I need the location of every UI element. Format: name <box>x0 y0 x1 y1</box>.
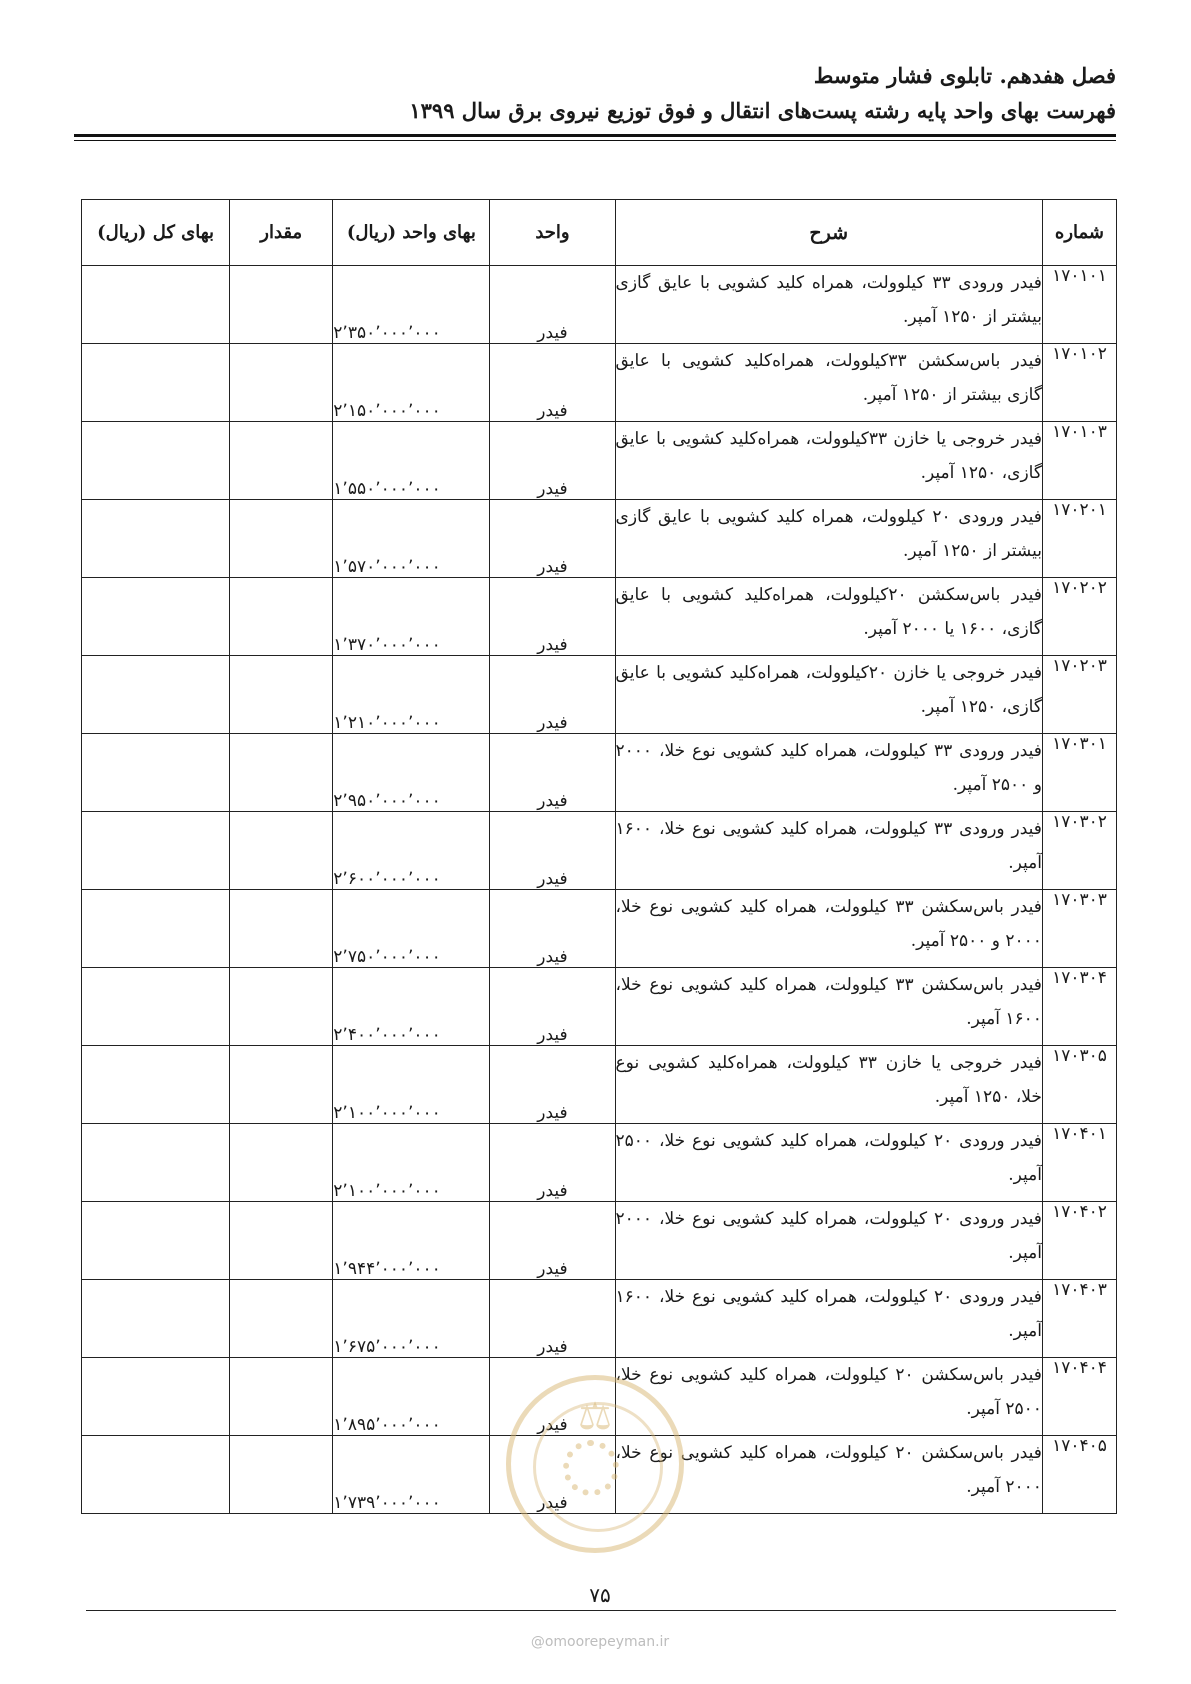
item-quantity <box>230 422 333 500</box>
footer-rule <box>86 1610 1116 1611</box>
table-row <box>82 968 1117 1046</box>
item-description: فیدر ورودی ۲۰ کیلوولت، همراه کلید کشویی نوع خلا، ۲۵۰۰ آمپر. <box>615 1124 1042 1202</box>
item-unit-price: ۲٬۷۵۰٬۰۰۰٬۰۰۰ <box>333 890 490 968</box>
item-code: ۱۷۰۳۰۵ <box>1042 1046 1116 1124</box>
item-code: ۱۷۰۳۰۴ <box>1042 968 1116 1046</box>
item-unit-price: ۱٬۸۹۵٬۰۰۰٬۰۰۰ <box>333 1358 490 1436</box>
item-quantity <box>230 734 333 812</box>
header-quantity: مقدار <box>230 200 333 266</box>
table-row <box>82 1280 1117 1358</box>
item-description: فیدر باس‌سکشن ۳۳ کیلوولت، همراه کلید کشویی نوع خلا، ۲۰۰۰ و ۲۵۰۰ آمپر. <box>615 890 1042 968</box>
item-unit-price: ۱٬۶۷۵٬۰۰۰٬۰۰۰ <box>333 1280 490 1358</box>
item-description: فیدر باس‌سکشن ۲۰ کیلوولت، همراه کلید کشویی نوع خلا، ۲۰۰۰ آمپر. <box>615 1436 1042 1514</box>
item-unit: فیدر <box>490 422 615 500</box>
item-code: ۱۷۰۱۰۳ <box>1042 422 1116 500</box>
item-total-price <box>82 890 230 968</box>
item-description: فیدر ورودی ۲۰ کیلوولت، همراه کلید کشویی نوع خلا، ۲۰۰۰ آمپر. <box>615 1202 1042 1280</box>
item-unit: فیدر <box>490 344 615 422</box>
item-unit-price: ۱٬۳۷۰٬۰۰۰٬۰۰۰ <box>333 578 490 656</box>
item-unit: فیدر <box>490 500 615 578</box>
item-quantity <box>230 656 333 734</box>
item-code: ۱۷۰۱۰۱ <box>1042 266 1116 344</box>
item-unit-price: ۲٬۹۵۰٬۰۰۰٬۰۰۰ <box>333 734 490 812</box>
item-quantity <box>230 344 333 422</box>
item-quantity <box>230 812 333 890</box>
item-quantity <box>230 500 333 578</box>
item-total-price <box>82 1358 230 1436</box>
watermark-seal <box>506 1375 684 1553</box>
item-quantity <box>230 1046 333 1124</box>
item-total-price <box>82 500 230 578</box>
item-quantity <box>230 1358 333 1436</box>
item-total-price <box>82 1436 230 1514</box>
item-unit: فیدر <box>490 1046 615 1124</box>
item-unit: فیدر <box>490 1358 615 1436</box>
item-total-price <box>82 1046 230 1124</box>
item-description: فیدر خروجی یا خازن ۲۰کیلوولت، همراه‌کلید کشویی با عایق گازی، ۱۲۵۰ آمپر. <box>615 656 1042 734</box>
item-unit-price: ۱٬۵۵۰٬۰۰۰٬۰۰۰ <box>333 422 490 500</box>
table-row <box>82 1124 1117 1202</box>
item-unit: فیدر <box>490 578 615 656</box>
chapter-title: فصل هفدهم. تابلوی فشار متوسط <box>813 63 1116 88</box>
item-unit: فیدر <box>490 812 615 890</box>
item-description: فیدر ورودی ۲۰ کیلوولت، همراه کلید کشویی نوع خلا، ۱۶۰۰ آمپر. <box>615 1280 1042 1358</box>
item-unit-price: ۲٬۶۰۰٬۰۰۰٬۰۰۰ <box>333 812 490 890</box>
item-total-price <box>82 1124 230 1202</box>
item-code: ۱۷۰۳۰۱ <box>1042 734 1116 812</box>
item-unit-price: ۲٬۱۰۰٬۰۰۰٬۰۰۰ <box>333 1046 490 1124</box>
item-code: ۱۷۰۲۰۲ <box>1042 578 1116 656</box>
table-header-row <box>82 200 1117 266</box>
item-total-price <box>82 734 230 812</box>
item-unit: فیدر <box>490 656 615 734</box>
item-unit: فیدر <box>490 1124 615 1202</box>
table-row <box>82 812 1117 890</box>
item-unit-price: ۱٬۷۳۹٬۰۰۰٬۰۰۰ <box>333 1436 490 1514</box>
item-quantity <box>230 1436 333 1514</box>
table-row <box>82 422 1117 500</box>
item-unit-price: ۱٬۲۱۰٬۰۰۰٬۰۰۰ <box>333 656 490 734</box>
item-description: فیدر باس‌سکشن ۳۳کیلوولت، همراه‌کلید کشویی با عایق گازی بیشتر از ۱۲۵۰ آمپر. <box>615 344 1042 422</box>
item-total-price <box>82 1280 230 1358</box>
table-row <box>82 890 1117 968</box>
item-description: فیدر ورودی ۲۰ کیلوولت، همراه کلید کشویی با عایق گازی بیشتر از ۱۲۵۰ آمپر. <box>615 500 1042 578</box>
item-code: ۱۷۰۳۰۲ <box>1042 812 1116 890</box>
table-body <box>82 266 1117 1514</box>
item-unit-price: ۲٬۱۰۰٬۰۰۰٬۰۰۰ <box>333 1124 490 1202</box>
item-description: فیدر باس‌سکشن ۳۳ کیلوولت، همراه کلید کشویی نوع خلا، ۱۶۰۰ آمپر. <box>615 968 1042 1046</box>
item-description: فیدر ورودی ۳۳ کیلوولت، همراه کلید کشویی نوع خلا، ۱۶۰۰ آمپر. <box>615 812 1042 890</box>
item-quantity <box>230 578 333 656</box>
page-number: ۷۵ <box>589 1583 611 1607</box>
item-unit: فیدر <box>490 266 615 344</box>
item-unit: فیدر <box>490 968 615 1046</box>
item-total-price <box>82 812 230 890</box>
seal-logo-icon: ⚖ <box>577 1394 613 1438</box>
table-row <box>82 1046 1117 1124</box>
item-code: ۱۷۰۲۰۱ <box>1042 500 1116 578</box>
item-total-price <box>82 422 230 500</box>
item-description: فیدر باس‌سکشن ۲۰کیلوولت، همراه‌کلید کشویی با عایق گازی، ۱۶۰۰ یا ۲۰۰۰ آمپر. <box>615 578 1042 656</box>
header-description: شرح <box>615 200 1042 266</box>
item-total-price <box>82 578 230 656</box>
item-quantity <box>230 1202 333 1280</box>
item-total-price <box>82 1202 230 1280</box>
header-rule-thin <box>74 140 1116 141</box>
item-code: ۱۷۰۳۰۳ <box>1042 890 1116 968</box>
table-row <box>82 344 1117 422</box>
table-row <box>82 734 1117 812</box>
item-total-price <box>82 968 230 1046</box>
item-description: فیدر ورودی ۳۳ کیلوولت، همراه کلید کشویی نوع خلا، ۲۰۰۰ و ۲۵۰۰ آمپر. <box>615 734 1042 812</box>
item-code: ۱۷۰۴۰۳ <box>1042 1280 1116 1358</box>
price-table <box>81 199 1117 1514</box>
item-code: ۱۷۰۲۰۳ <box>1042 656 1116 734</box>
table-row <box>82 500 1117 578</box>
item-unit: فیدر <box>490 1280 615 1358</box>
item-unit: فیدر <box>490 1202 615 1280</box>
item-unit: فیدر <box>490 734 615 812</box>
item-description: فیدر خروجی یا خازن ۳۳کیلوولت، همراه‌کلید کشویی با عایق گازی، ۱۲۵۰ آمپر. <box>615 422 1042 500</box>
item-total-price <box>82 344 230 422</box>
item-code: ۱۷۰۴۰۱ <box>1042 1124 1116 1202</box>
item-total-price <box>82 266 230 344</box>
page-header <box>74 58 1116 128</box>
website-watermark: @omoorepeyman.ir <box>530 1634 670 1650</box>
item-description: فیدر باس‌سکشن ۲۰ کیلوولت، همراه کلید کشویی نوع خلا، ۲۵۰۰ آمپر. <box>615 1358 1042 1436</box>
item-code: ۱۷۰۴۰۲ <box>1042 1202 1116 1280</box>
header-total-price: بهای کل (ریال) <box>82 200 230 266</box>
item-unit: فیدر <box>490 1436 615 1514</box>
item-unit-price: ۲٬۴۰۰٬۰۰۰٬۰۰۰ <box>333 968 490 1046</box>
item-unit: فیدر <box>490 890 615 968</box>
item-quantity <box>230 266 333 344</box>
item-description: فیدر ورودی ۳۳ کیلوولت، همراه کلید کشویی با عایق گازی بیشتر از ۱۲۵۰ آمپر. <box>615 266 1042 344</box>
item-unit-price: ۲٬۱۵۰٬۰۰۰٬۰۰۰ <box>333 344 490 422</box>
table-row <box>82 1202 1117 1280</box>
header-unit-price: بهای واحد (ریال) <box>333 200 490 266</box>
item-unit-price: ۱٬۵۷۰٬۰۰۰٬۰۰۰ <box>333 500 490 578</box>
item-description: فیدر خروجی یا خازن ۳۳ کیلوولت، همراه‌کلید کشویی نوع خلا، ۱۲۵۰ آمپر. <box>615 1046 1042 1124</box>
item-code: ۱۷۰۱۰۲ <box>1042 344 1116 422</box>
header-code: شماره <box>1042 200 1116 266</box>
item-quantity <box>230 890 333 968</box>
header-rule-thick <box>74 134 1116 137</box>
item-quantity <box>230 1280 333 1358</box>
item-total-price <box>82 656 230 734</box>
item-code: ۱۷۰۴۰۴ <box>1042 1358 1116 1436</box>
item-unit-price: ۲٬۳۵۰٬۰۰۰٬۰۰۰ <box>333 266 490 344</box>
gear-icon <box>563 1440 619 1496</box>
table-row <box>82 578 1117 656</box>
table-row <box>82 656 1117 734</box>
item-quantity <box>230 1124 333 1202</box>
header-unit: واحد <box>490 200 615 266</box>
item-code: ۱۷۰۴۰۵ <box>1042 1436 1116 1514</box>
item-unit-price: ۱٬۹۴۴٬۰۰۰٬۰۰۰ <box>333 1202 490 1280</box>
document-subtitle: فهرست بهای واحد پایه رشته پست‌های انتقال و فوق توزیع نیروی برق سال ۱۳۹۹ <box>409 98 1116 123</box>
item-quantity <box>230 968 333 1046</box>
table-row <box>82 266 1117 344</box>
